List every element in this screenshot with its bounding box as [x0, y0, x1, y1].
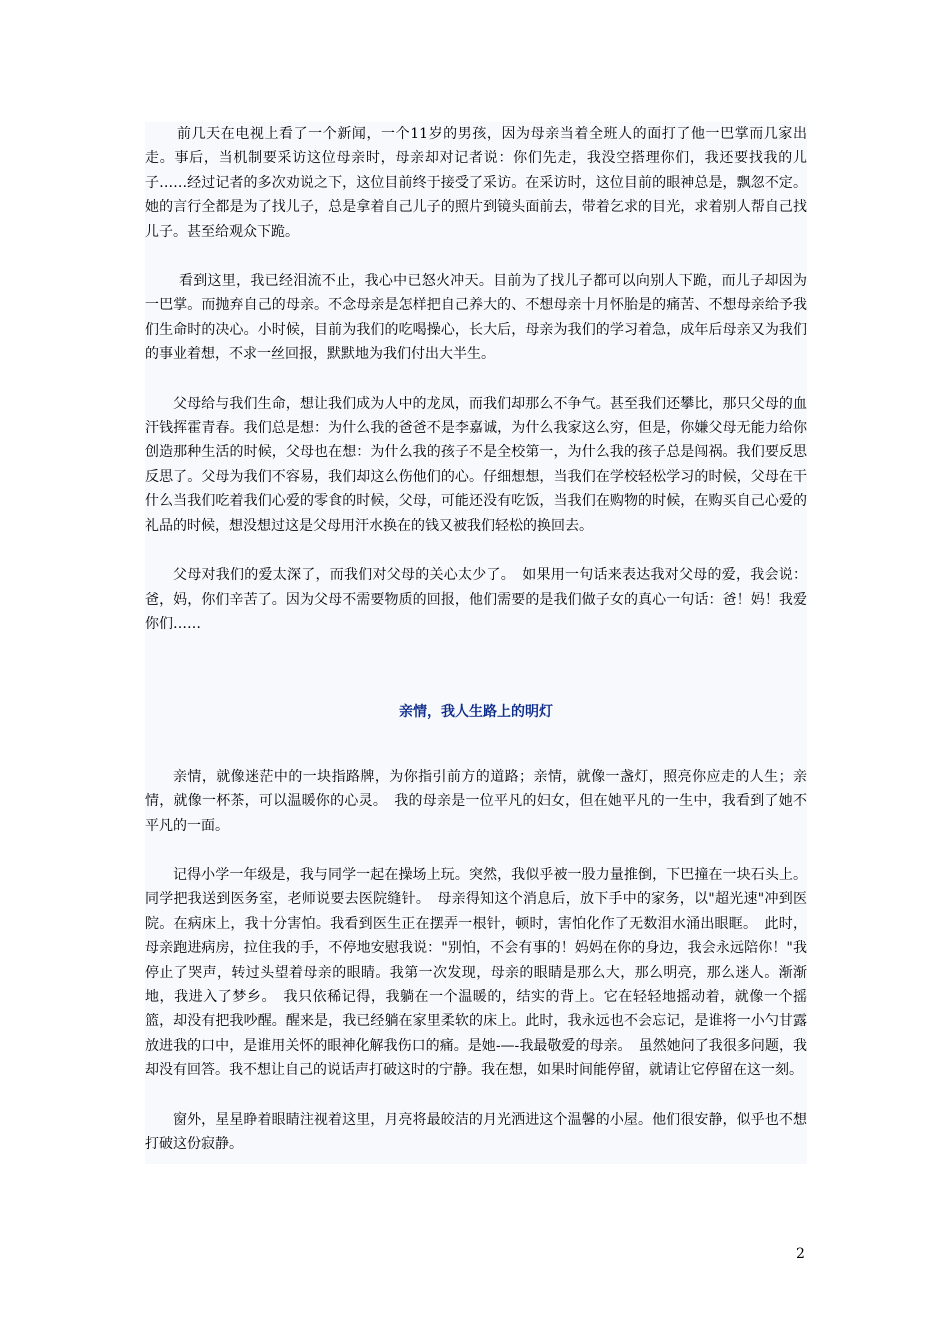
paragraph-5: 亲情，就像迷茫中的一块指路牌，为你指引前方的道路；亲情，就像一盏灯，照亮你应走的人生；亲情，就像一杯茶，可以温暖你的心灵。 我的母亲是一位平凡的妇女，但在她平凡的一生中，我看到了她不平凡的一面。 [145, 768, 807, 834]
paragraph-3: 父母给与我们生命，想让我们成为人中的龙凤，而我们却那么不争气。甚至我们还攀比，那只父母的血汗钱挥霍青春。我们总是想：为什么我的爸爸不是李嘉诚，为什么我家这么穷，但是，你嫌父母无能力给你创造那种生活的时候，父母也在想：为什么我的孩子不是全校第一，为什么我的孩子总是闯祸。我们要反思反思了。父母为我们不容易，我们却这么伤他们的心。仔细想想，当我们在学校轻松学习的时候，父母在干什么当我们吃着我们心爱的零食的时候，父母，可能还没有吃饭，当我们在购物的时候，在购买自己心爱的礼品的时候，想没想过这是父母用汗水换在的钱又被我们轻松的换回去。 [145, 395, 807, 534]
paragraph-1: 前几天在电视上看了一个新闻，一个11岁的男孩，因为母亲当着全班人的面打了他一巴掌而几家出走。事后，当机制要采访这位母亲时，母亲却对记者说：你们先走，我没空搭理你们，我还要找我的儿子……经过记者的多次劝说之下，这位目前终于接受了采访。在采访时，这位目前的眼神总是，飘忽不定。她的言行全都是为了找儿子，总是拿着自己儿子的照片到镜头面前去，带着乞求的目光，求着别人帮自己找儿子。甚至给观众下跪。 [145, 126, 807, 240]
paragraph-6: 记得小学一年级是，我与同学一起在操场上玩。突然，我似乎被一股力量推倒，下巴撞在一块石头上。同学把我送到医务室，老师说要去医院缝针。 母亲得知这个消息后，放下手中的家务，以"超光速"冲到医院。在病床上，我十分害怕。我看到医生正在摆弄一根针，顿时，害怕化作了无数泪水涌出眼眶。 此时，母亲跑进病房，拉住我的手，不停地安慰我说："别怕，不会有事的！妈妈在你的身边，我会永远陪你！"我停止了哭声，转过头望着母亲的眼睛。我第一次发现，母亲的眼睛是那么大，那么明亮，那么迷人。渐渐地，我进入了梦乡。 我只依稀记得，我躺在一个温暖的，结实的背上。它在轻轻地摇动着，就像一个摇篮，却没有把我吵醒。醒来是，我已经躺在家里柔软的床上。此时，我永远也不会忘记，是谁将一小勺甘露放进我的口中，是谁用关怀的眼神化解我伤口的痛。是她-—-我最敬爱的母亲。 虽然她问了我很多问题，我却没有回答。我不想让自己的说话声打破这时的宁静。我在想，如果时间能停留，就请让它停留在这一刻。 [145, 866, 807, 1079]
paragraph-2: 看到这里，我已经泪流不止，我心中已怒火冲天。目前为了找儿子都可以向别人下跪，而儿子却因为一巴掌。而抛弃自己的母亲。不念母亲是怎样把自己养大的、不想母亲十月怀胎是的痛苦、不想母亲给予我们生命时的决心。小时候，目前为我们的吃喝操心，长大后，母亲为我们的学习着急，成年后母亲又为我们的事业着想，不求一丝回报，默默地为我们付出大半生。 [145, 273, 807, 363]
paragraph-7: 窗外，星星睁着眼睛注视着这里，月亮将最皎洁的月光洒进这个温馨的小屋。他们很安静，似乎也不想打破这份寂静。 [145, 1111, 807, 1152]
paragraph-4: 父母对我们的爱太深了，而我们对父母的关心太少了。 如果用一句话来表达我对父母的爱，我会说：爸，妈，你们辛苦了。因为父母不需要物质的回报，他们需要的是我们做子女的真心一句话：爸！妈！我爱你们…… [145, 567, 807, 632]
document-body [145, 122, 807, 1156]
section-heading: 亲情，我人生路上的明灯 [399, 704, 553, 721]
page-number: 2 [796, 1246, 805, 1262]
